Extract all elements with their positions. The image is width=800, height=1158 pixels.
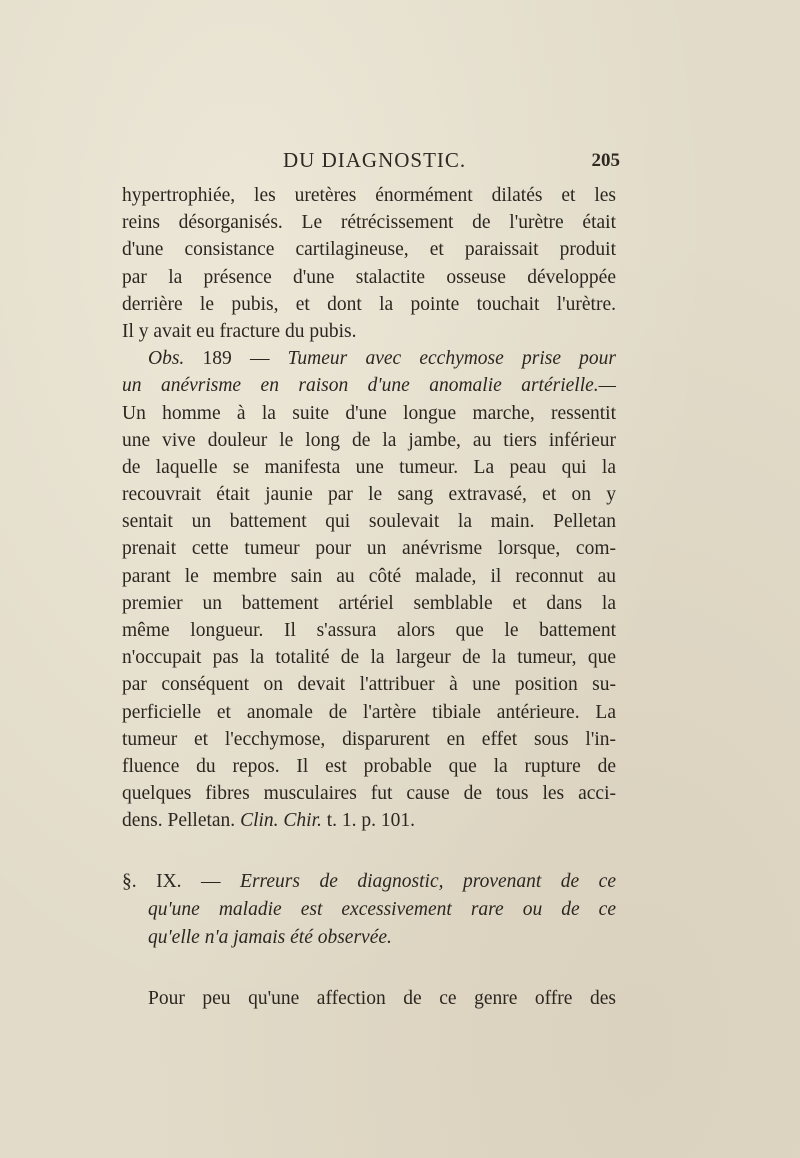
text-line: même longueur. Il s'assura alors que le battement bbox=[122, 620, 616, 641]
text-line: hypertrophiée, les uretères énormément dilatés et les bbox=[122, 185, 616, 206]
text-line: Il y avait eu fracture du pubis. bbox=[122, 320, 357, 342]
text-line: fluence du repos. Il est probable que la rupture de bbox=[122, 755, 616, 777]
section-label: §. IX. — bbox=[122, 871, 221, 892]
body-text bbox=[122, 182, 616, 835]
text-line: n'occupait pas la totalité de la largeur de la tumeur, que bbox=[122, 647, 616, 669]
text-line: prenait cette tumeur pour un anévrisme lorsque, com- bbox=[122, 538, 616, 560]
obs-label: Obs. bbox=[148, 348, 185, 370]
text-line: par la présence d'une stalactite osseuse développée bbox=[122, 266, 616, 288]
obs-title-line2: un anévrisme en raison d'une anomalie artérielle.— bbox=[122, 375, 616, 397]
text-line: de laquelle se manifesta une tumeur. La peau qui la bbox=[122, 456, 616, 478]
page-number: 205 bbox=[591, 150, 620, 171]
text-line: reins désorganisés. Le rétrécissement de l'urètre était bbox=[122, 212, 616, 234]
citation-title: Clin. Chir. bbox=[240, 810, 322, 832]
citation-start: dens. Pelletan. bbox=[122, 810, 236, 832]
text-line: Pour peu qu'une affection de ce genre offre des bbox=[148, 988, 616, 1009]
citation-line bbox=[122, 807, 616, 834]
section-title-1: Erreurs de diagnostic, provenant de ce bbox=[240, 871, 616, 892]
section-title-3: qu'elle n'a jamais été observée. bbox=[148, 927, 392, 948]
text-line: une vive douleur le long de la jambe, au tiers inférieur bbox=[122, 429, 616, 451]
text-line: par conséquent on devait l'attribuer à une position su- bbox=[122, 674, 616, 696]
text-line: tumeur et l'ecchymose, disparurent en effet sous l'in- bbox=[122, 728, 616, 750]
final-paragraph bbox=[122, 985, 616, 1012]
obs-number: 189 bbox=[202, 348, 232, 370]
running-title: DU DIAGNOSTIC. bbox=[283, 148, 467, 172]
section-heading bbox=[122, 868, 616, 952]
text-line: recouvrait était jaunie par le sang extravasé, et on y bbox=[122, 484, 616, 506]
text-line: perficielle et anomale de l'artère tibiale antérieure. La bbox=[122, 701, 616, 723]
obs-title-line1: Tumeur avec ecchymose prise pour bbox=[287, 348, 617, 370]
page-header bbox=[120, 148, 620, 178]
citation-ref: t. 1. p. 101. bbox=[326, 810, 416, 832]
text-line: d'une consistance cartilagineuse, et paraissait produit bbox=[122, 239, 616, 261]
text-line: derrière le pubis, et dont la pointe touchait l'urètre. bbox=[122, 293, 616, 315]
text-line: premier un battement artériel semblable et dans la bbox=[122, 592, 616, 614]
section-heading-line1 bbox=[122, 868, 616, 896]
section-title-2: qu'une maladie est excessivement rare ou de ce bbox=[148, 899, 616, 920]
text-line: Un homme à la suite d'une longue marche, ressentit bbox=[122, 402, 616, 424]
obs-dash: — bbox=[249, 348, 270, 370]
text-line: parant le membre sain au côté malade, il reconnut au bbox=[122, 565, 616, 587]
text-line: sentait un battement qui soulevait la main. Pelletan bbox=[122, 511, 616, 533]
observation-heading bbox=[122, 345, 616, 372]
text-line: quelques fibres musculaires fut cause de tous les acci- bbox=[122, 783, 616, 805]
